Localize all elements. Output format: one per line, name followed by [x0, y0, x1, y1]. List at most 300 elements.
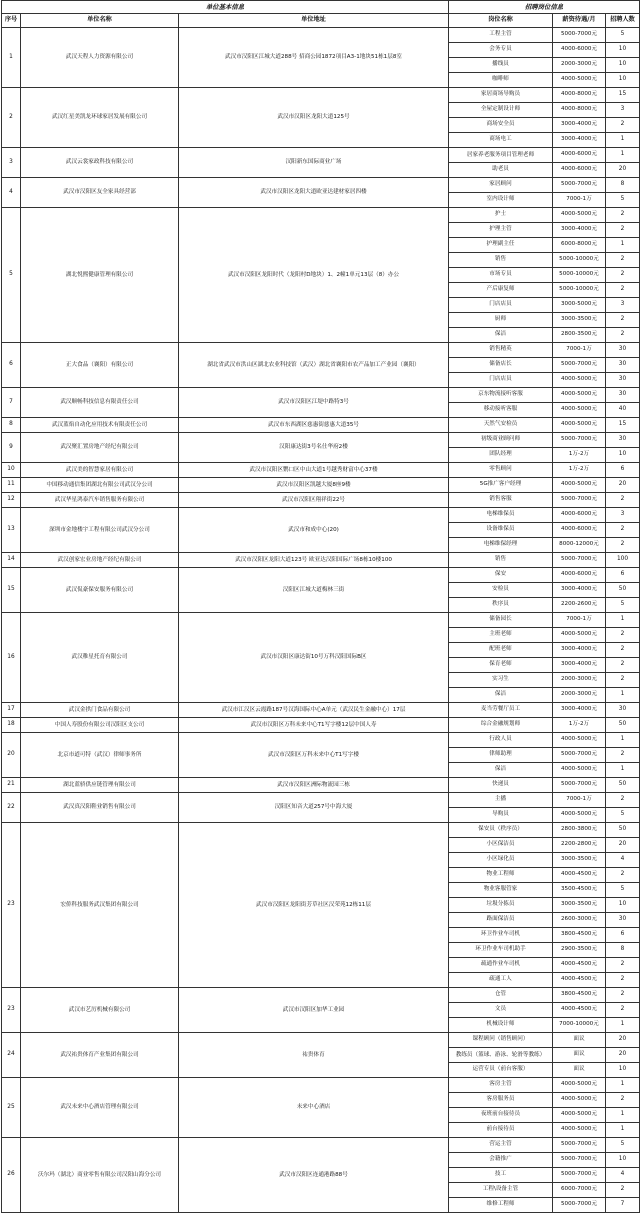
job-salary: 2200-2600元 [553, 598, 606, 613]
job-position: 团队经理 [449, 448, 553, 463]
table-row [2, 208, 640, 223]
company-number: 9 [2, 433, 21, 463]
company-name: 武汉侃豪保安服务有限公司 [21, 568, 179, 613]
job-count: 1 [606, 1018, 640, 1033]
job-salary: 5000-7000元 [553, 358, 606, 373]
company-name: 武汉稚星托育有限公司 [21, 613, 179, 703]
job-count: 2 [606, 538, 640, 553]
table-row [2, 1033, 640, 1048]
job-position: 销售精英 [449, 343, 553, 358]
company-name: 北京市道可特（武汉）律师事务所 [21, 733, 179, 778]
job-count: 2 [606, 1183, 640, 1198]
job-position: 疏通作业车司机 [449, 958, 553, 973]
company-address: 武汉市汉阳区万科未来中心T1写字楼12层中国人寿 [179, 718, 449, 733]
company-name: 武汉蓝焰自动化应用技术有限责任公司 [21, 418, 179, 433]
company-number: 23 [2, 823, 21, 988]
job-position: 麦当劳餐厅员工 [449, 703, 553, 718]
job-position: 小区绿化员 [449, 853, 553, 868]
table-row [2, 433, 640, 448]
job-salary: 4000-5000元 [553, 73, 606, 88]
job-count: 2 [606, 643, 640, 658]
job-count: 30 [606, 913, 640, 928]
job-position: 居家养老服务项目管理老师 [449, 148, 553, 163]
table-row [2, 493, 640, 508]
company-address: 汉阳康达街3号名仕华府2楼 [179, 433, 449, 463]
job-position: 教练员（篮球、游泳、轮滑等教练） [449, 1048, 553, 1063]
job-salary: 3000-4000元 [553, 223, 606, 238]
job-position: 夜班前台接待员 [449, 1108, 553, 1123]
company-number: 15 [2, 568, 21, 613]
job-count: 1 [606, 148, 640, 163]
table-row [2, 703, 640, 718]
job-position: 厨师 [449, 313, 553, 328]
table-row [2, 823, 640, 838]
company-address: 武汉市汉阳区加华工业园 [179, 988, 449, 1033]
job-count: 30 [606, 433, 640, 448]
job-position: 环卫作业车司机助手 [449, 943, 553, 958]
job-count: 2 [606, 1093, 640, 1108]
job-count: 50 [606, 718, 640, 733]
company-address: 武汉市汉阳区龙阳大道125号 [179, 88, 449, 148]
job-count: 2 [606, 793, 640, 808]
job-position: 保育老师 [449, 658, 553, 673]
job-count: 100 [606, 553, 640, 568]
table-row [2, 148, 640, 163]
job-count: 10 [606, 43, 640, 58]
job-position: 物业工程师 [449, 868, 553, 883]
job-salary: 4000-5000元 [553, 373, 606, 388]
job-position: 疏通工人 [449, 973, 553, 988]
company-name: 武汉顺畅科技信息有限责任公司 [21, 388, 179, 418]
job-count: 2 [606, 493, 640, 508]
job-salary: 2000-3000元 [553, 58, 606, 73]
job-salary: 4000-5000元 [553, 1123, 606, 1138]
section-header-row [2, 1, 640, 14]
job-salary: 5000-10000元 [553, 268, 606, 283]
job-count: 20 [606, 838, 640, 853]
job-position: 保洁 [449, 688, 553, 703]
company-number: 17 [2, 703, 21, 718]
job-salary: 4000-5000元 [553, 628, 606, 643]
job-count: 2 [606, 988, 640, 1003]
job-count: 2 [606, 868, 640, 883]
job-salary: 4000-5000元 [553, 403, 606, 418]
job-position: 保洁 [449, 328, 553, 343]
table-row [2, 28, 640, 43]
job-salary: 4000-6000元 [553, 148, 606, 163]
company-number: 5 [2, 208, 21, 343]
company-address: 武汉市和成中心(20) [179, 508, 449, 553]
job-salary: 5000-10000元 [553, 253, 606, 268]
company-name: 深圳市金地楼宇工程有限公司武汉分公司 [21, 508, 179, 553]
table-row [2, 418, 640, 433]
table-row [2, 988, 640, 1003]
job-position: 文员 [449, 1003, 553, 1018]
job-count: 10 [606, 58, 640, 73]
job-count: 15 [606, 88, 640, 103]
job-salary: 3800-4500元 [553, 988, 606, 1003]
job-salary: 4000-5000元 [553, 733, 606, 748]
job-position: 全屋定制设计师 [449, 103, 553, 118]
job-salary: 5000-7000元 [553, 1138, 606, 1153]
job-position: 助老员 [449, 163, 553, 178]
job-salary: 2000-3000元 [553, 673, 606, 688]
table-row [2, 508, 640, 523]
job-count: 50 [606, 823, 640, 838]
job-salary: 4000-4500元 [553, 1003, 606, 1018]
job-salary: 面议 [553, 1048, 606, 1063]
job-count: 10 [606, 1063, 640, 1078]
job-position: 天然气安检员 [449, 418, 553, 433]
job-salary: 7000-1万 [553, 793, 606, 808]
company-number: 7 [2, 388, 21, 418]
job-position: 秩序员 [449, 598, 553, 613]
company-name: 武汉祐贵体育产业集团有限公司 [21, 1033, 179, 1078]
job-count: 3 [606, 103, 640, 118]
company-number: 20 [2, 733, 21, 778]
company-number: 13 [2, 508, 21, 553]
job-salary: 4000-5000元 [553, 208, 606, 223]
company-name: 武汉华星鸿泰汽车销售服务有限公司 [21, 493, 179, 508]
job-salary: 3000-4000元 [553, 118, 606, 133]
job-count: 8 [606, 178, 640, 193]
job-position: 工程\设备主管 [449, 1183, 553, 1198]
job-count: 2 [606, 748, 640, 763]
company-name: 中国移动通信集团湖北有限公司武汉分公司 [21, 478, 179, 493]
job-position: 维修工程师 [449, 1198, 553, 1213]
job-salary: 5000-7000元 [553, 748, 606, 763]
job-count: 3 [606, 508, 640, 523]
job-count: 2 [606, 658, 640, 673]
table-row [2, 463, 640, 478]
job-count: 30 [606, 388, 640, 403]
job-position: 运营专员（前台客服） [449, 1063, 553, 1078]
job-count: 50 [606, 583, 640, 598]
job-salary: 5000-7000元 [553, 1198, 606, 1213]
job-salary: 2600-3000元 [553, 913, 606, 928]
company-address: 未来中心酒店 [179, 1078, 449, 1138]
table-row [2, 553, 640, 568]
company-address: 武汉市汉阳区江城大道288号 招商公园1872项目A3-1地块51栋1层8室 [179, 28, 449, 88]
job-position: 配班老师 [449, 643, 553, 658]
job-position: 京东物流接听客服 [449, 388, 553, 403]
job-position: 护理主管 [449, 223, 553, 238]
company-number: 18 [2, 718, 21, 733]
job-salary: 5000-7000元 [553, 178, 606, 193]
job-position: 机械设计师 [449, 1018, 553, 1033]
company-address: 武汉市汉阳区万科未来中心T1写字楼 [179, 733, 449, 778]
job-salary: 5000-7000元 [553, 28, 606, 43]
job-count: 10 [606, 73, 640, 88]
company-number: 10 [2, 463, 21, 478]
job-position: 销售 [449, 553, 553, 568]
job-count: 5 [606, 808, 640, 823]
job-position: 市场专员 [449, 268, 553, 283]
job-salary: 4000-6000元 [553, 163, 606, 178]
table-row [2, 178, 640, 193]
job-count: 5 [606, 28, 640, 43]
job-count: 10 [606, 448, 640, 463]
job-count: 7 [606, 1198, 640, 1213]
job-position: 咖啡师 [449, 73, 553, 88]
job-salary: 2000-3000元 [553, 688, 606, 703]
header-salary: 薪资待遇/月 [553, 14, 606, 28]
job-position: 设备维保员 [449, 523, 553, 538]
company-name: 武汉美的智慧家居有限公司 [21, 463, 179, 478]
job-count: 3 [606, 298, 640, 313]
job-salary: 4000-6000元 [553, 43, 606, 58]
company-address: 祐贵体育 [179, 1033, 449, 1078]
job-position: 物业客服管家 [449, 883, 553, 898]
company-address: 汉阳新东国际商业广场 [179, 148, 449, 178]
job-count: 2 [606, 283, 640, 298]
company-address: 武汉市汉阳区康达街10号万科汉阳国际B区 [179, 613, 449, 703]
job-position: 垃圾分拣员 [449, 898, 553, 913]
job-count: 20 [606, 163, 640, 178]
job-position: 导购员 [449, 808, 553, 823]
job-count: 8 [606, 943, 640, 958]
job-count: 2 [606, 223, 640, 238]
job-position: 储备店长 [449, 358, 553, 373]
job-count: 10 [606, 1153, 640, 1168]
job-count: 2 [606, 673, 640, 688]
job-count: 1 [606, 763, 640, 778]
table-row [2, 478, 640, 493]
job-position: 销售客服 [449, 493, 553, 508]
job-salary: 6000-8000元 [553, 238, 606, 253]
job-count: 5 [606, 1138, 640, 1153]
job-position: 电梯维保员 [449, 508, 553, 523]
job-count: 2 [606, 268, 640, 283]
job-salary: 2800-3500元 [553, 328, 606, 343]
company-address: 汉阳区江城大道梅林三街 [179, 568, 449, 613]
job-position: 会籍推广 [449, 1153, 553, 1168]
job-position: 保安 [449, 568, 553, 583]
company-address: 武汉市汉阳区凯越大厦8座9楼 [179, 478, 449, 493]
job-position: 前台接待员 [449, 1123, 553, 1138]
job-salary: 4000-8000元 [553, 103, 606, 118]
table-row [2, 88, 640, 103]
table-row [2, 388, 640, 403]
job-count: 1 [606, 1108, 640, 1123]
section-recruit-info: 招聘岗位信息 [449, 1, 640, 14]
header-count: 招聘人数 [606, 14, 640, 28]
company-number: 23 [2, 988, 21, 1033]
job-position: 播线员 [449, 58, 553, 73]
job-salary: 2200-2800元 [553, 838, 606, 853]
company-number: 24 [2, 1033, 21, 1078]
company-name: 武汉未来中心酒店管理有限公司 [21, 1078, 179, 1138]
job-count: 2 [606, 628, 640, 643]
job-count: 2 [606, 253, 640, 268]
job-salary: 3000-4000元 [553, 703, 606, 718]
job-position: 营运主管 [449, 1138, 553, 1153]
job-count: 2 [606, 973, 640, 988]
job-count: 2 [606, 118, 640, 133]
job-position: 客房服务员 [449, 1093, 553, 1108]
company-number: 21 [2, 778, 21, 793]
company-address: 武汉市汉阳区龙阳大道123号 欧亚达汉阳国际广场8栋10楼100 [179, 553, 449, 568]
company-address: 武汉市汉阳区龙阳时代（龙阳村D地块）1、2幢1单元13层（8）办公 [179, 208, 449, 343]
table-row [2, 568, 640, 583]
job-count: 2 [606, 328, 640, 343]
company-name: 武汉云裳家政科技有限公司 [21, 148, 179, 178]
company-name: 武汉聚汇置房地产经纪有限公司 [21, 433, 179, 463]
job-count: 40 [606, 403, 640, 418]
job-salary: 5000-7000元 [553, 1153, 606, 1168]
job-count: 1 [606, 1078, 640, 1093]
job-count: 20 [606, 478, 640, 493]
job-position: 家居顾问 [449, 178, 553, 193]
job-salary: 2900-3500元 [553, 943, 606, 958]
job-salary: 4000-5000元 [553, 808, 606, 823]
job-position: 主播 [449, 793, 553, 808]
job-count: 30 [606, 373, 640, 388]
job-position: 护士 [449, 208, 553, 223]
job-count: 5 [606, 883, 640, 898]
job-count: 2 [606, 523, 640, 538]
job-position: 产后康复师 [449, 283, 553, 298]
table-row [2, 793, 640, 808]
section-basic-info: 单位基本信息 [2, 1, 449, 14]
job-salary: 3000-4000元 [553, 583, 606, 598]
header-position: 岗位名称 [449, 14, 553, 28]
job-salary: 4000-6000元 [553, 508, 606, 523]
job-count: 5 [606, 598, 640, 613]
column-header-row [2, 14, 640, 28]
company-number: 2 [2, 88, 21, 148]
company-address: 武汉市汉阳区翔祥街22号 [179, 493, 449, 508]
job-salary: 3000-3500元 [553, 898, 606, 913]
job-salary: 3000-4000元 [553, 133, 606, 148]
company-number: 16 [2, 613, 21, 703]
job-salary: 4000-5000元 [553, 1108, 606, 1123]
job-salary: 4000-4500元 [553, 958, 606, 973]
company-name: 湖北悦熙健康管理有限公司 [21, 208, 179, 343]
company-address: 武汉市汉阳区鹦口区中山大道1号越秀财富中心37楼 [179, 463, 449, 478]
job-salary: 5000-7000元 [553, 553, 606, 568]
job-position: 快递员 [449, 778, 553, 793]
company-number: 8 [2, 418, 21, 433]
job-salary: 3000-4000元 [553, 643, 606, 658]
company-name: 宏侨科技服务武汉集团有限公司 [21, 823, 179, 988]
job-count: 2 [606, 313, 640, 328]
job-count: 10 [606, 898, 640, 913]
job-salary: 4000-4500元 [553, 973, 606, 988]
job-salary: 5000-7000元 [553, 778, 606, 793]
company-address: 武汉市汉阳区洲际物流园三栋 [179, 778, 449, 793]
job-salary: 4000-6000元 [553, 523, 606, 538]
job-position: 商场安全员 [449, 118, 553, 133]
company-address: 湖北省武汉市洪山区湖北农业科技馆（武汉）湖北省襄阳市农产品加工产业园（襄阳） [179, 343, 449, 388]
job-count: 6 [606, 568, 640, 583]
job-position: 移动接听客服 [449, 403, 553, 418]
job-salary: 5000-7000元 [553, 433, 606, 448]
job-salary: 4000-5000元 [553, 1078, 606, 1093]
company-address: 汉阳区知音大道257号中海大厦 [179, 793, 449, 823]
company-address: 武汉市江汉区云霞路187号汉海国际中心A单元（武汉民生金融中心）17层 [179, 703, 449, 718]
company-name: 湖北蓝骄供应链管理有限公司 [21, 778, 179, 793]
job-position: 护理副主任 [449, 238, 553, 253]
job-position: 仓管 [449, 988, 553, 1003]
job-salary: 3000-3500元 [553, 853, 606, 868]
job-count: 30 [606, 703, 640, 718]
job-position: 电梯维保经理 [449, 538, 553, 553]
job-position: 商场电工 [449, 133, 553, 148]
job-position: 家居商场导购员 [449, 88, 553, 103]
job-position: 门店店员 [449, 373, 553, 388]
company-name: 武汉市艺厉机械有限公司 [21, 988, 179, 1033]
job-count: 30 [606, 343, 640, 358]
company-number: 11 [2, 478, 21, 493]
job-salary: 3000-3500元 [553, 313, 606, 328]
job-count: 6 [606, 463, 640, 478]
job-salary: 7000-1万 [553, 343, 606, 358]
job-salary: 3000-5000元 [553, 298, 606, 313]
job-salary: 7000-10000元 [553, 1018, 606, 1033]
company-number: 25 [2, 1078, 21, 1138]
job-count: 1 [606, 613, 640, 628]
job-position: 主班老师 [449, 628, 553, 643]
company-number: 12 [2, 493, 21, 508]
job-salary: 4000-4500元 [553, 868, 606, 883]
company-number: 26 [2, 1138, 21, 1213]
job-count: 2 [606, 1003, 640, 1018]
job-salary: 1万-2万 [553, 718, 606, 733]
job-salary: 4000-5000元 [553, 388, 606, 403]
job-count: 1 [606, 133, 640, 148]
job-salary: 5000-10000元 [553, 283, 606, 298]
job-position: 工程主管 [449, 28, 553, 43]
job-salary: 面议 [553, 1063, 606, 1078]
job-position: 课程顾问（销售顾问） [449, 1033, 553, 1048]
job-position: 综合金融规划师 [449, 718, 553, 733]
job-salary: 8000-12000元 [553, 538, 606, 553]
header-company: 单位名称 [21, 14, 179, 28]
job-salary: 7000-1万 [553, 613, 606, 628]
job-salary: 3500-4500元 [553, 883, 606, 898]
job-position: 小区保洁员 [449, 838, 553, 853]
company-address: 武汉市汉阳区龙阳街芳草社区汉荣苑12栋11层 [179, 823, 449, 988]
job-position: 初级商业顾问师 [449, 433, 553, 448]
table-row [2, 343, 640, 358]
job-position: 零售顾问 [449, 463, 553, 478]
job-count: 6 [606, 928, 640, 943]
company-number: 22 [2, 793, 21, 823]
job-count: 4 [606, 853, 640, 868]
job-position: 保安员（秩序员） [449, 823, 553, 838]
job-count: 30 [606, 358, 640, 373]
job-count: 1 [606, 688, 640, 703]
job-salary: 4000-5000元 [553, 418, 606, 433]
job-position: 销售 [449, 253, 553, 268]
table-row [2, 718, 640, 733]
job-salary: 4000-8000元 [553, 88, 606, 103]
job-count: 1 [606, 733, 640, 748]
job-count: 5 [606, 193, 640, 208]
job-salary: 5000-7000元 [553, 1168, 606, 1183]
table-body [2, 28, 640, 1213]
job-position: 储备园长 [449, 613, 553, 628]
company-number: 3 [2, 148, 21, 178]
job-position: 室内设计师 [449, 193, 553, 208]
job-salary: 5000-7000元 [553, 493, 606, 508]
company-name: 武汉红星美凯龙环球家居发展有限公司 [21, 88, 179, 148]
company-address: 武汉市汉阳区江堤中路特3号 [179, 388, 449, 418]
company-name: 沃尔玛（湖北）商业零售有限公司汉阳山海分公司 [21, 1138, 179, 1213]
job-count: 20 [606, 1033, 640, 1048]
table-row [2, 613, 640, 628]
